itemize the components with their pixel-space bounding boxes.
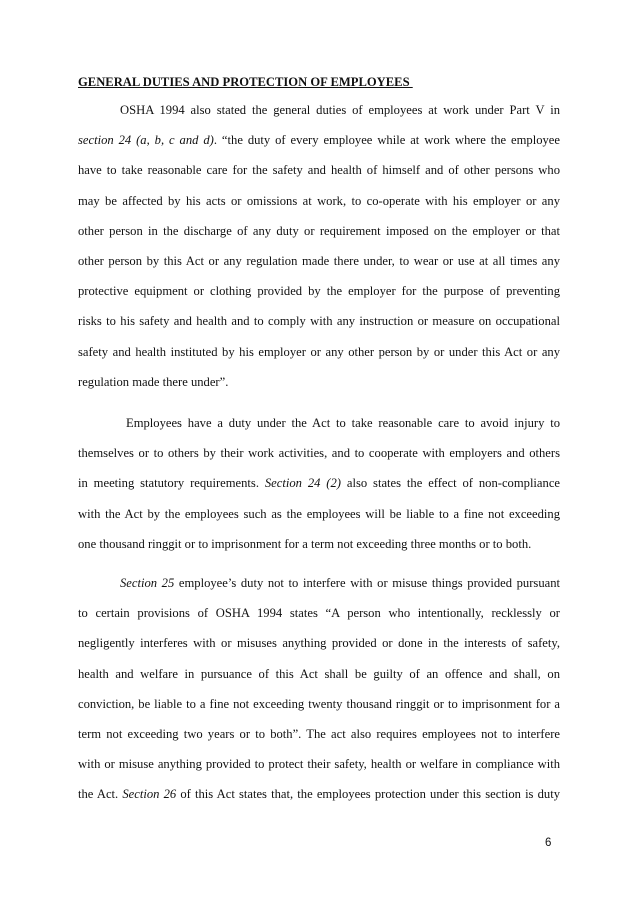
text-line: may be affected by his acts or omissions at work, to co-operate with his employer or any [78, 193, 560, 208]
text-line: with the Act by the employees such as the employees will be liable to a fine not exceeding [78, 506, 560, 521]
text-line: health and welfare in pursuance of this Act shall be guilty of an offence and shall, on [78, 666, 560, 681]
text-line [78, 779, 560, 809]
text-line: to certain provisions of OSHA 1994 states “A person who intentionally, recklessly or [78, 606, 560, 621]
text-line: conviction, be liable to a fine not exceeding twenty thousand ringgit or to imprisonment for a [78, 696, 560, 711]
paragraph-general-duties [78, 95, 560, 397]
page-number: 6 [545, 837, 552, 849]
text-line: negligently interferes with or misuses anything provided or done in the interests of safety, [78, 636, 560, 651]
text-line [78, 468, 560, 498]
paragraph-section-25 [78, 568, 560, 810]
text-line: term not exceeding two years or to both”. The act also requires employees not to interfere [78, 727, 560, 742]
paragraph-employee-duty [78, 408, 560, 559]
text-line: OSHA 1994 also stated the general duties of employees at work under Part V in [120, 103, 560, 117]
text-line: other person in the discharge of any duty or requirement imposed on the employer or that [78, 223, 560, 238]
section-reference: section 24 (a, b, c and d) [78, 133, 214, 148]
text-line: have to take reasonable care for the safety and health of himself and of other persons who [78, 163, 560, 178]
text-line: one thousand ringgit or to imprisonment for a term not exceeding three months or to both. [78, 536, 532, 551]
text-line: regulation made there under”. [78, 374, 229, 389]
text-run: of this Act states that, the employees protection under this section is duty [176, 787, 561, 802]
text-line: Employees have a duty under the Act to take reasonable care to avoid injury to [126, 416, 560, 430]
text-run: in meeting statutory requirements. [78, 476, 265, 491]
section-reference: Section 26 [122, 787, 177, 802]
text-line [78, 125, 560, 155]
text-run: employee’s duty not to interfere with or misuse things provided pursuant [174, 576, 561, 590]
section-heading: GENERAL DUTIES AND PROTECTION OF EMPLOYEES [78, 75, 413, 89]
text-line: other person by this Act or any regulation made there under, to wear or use at all times any [78, 254, 560, 269]
text-run: . “the duty of every employee while at work where the employee [213, 133, 560, 148]
text-run: also states the effect of non-compliance [341, 476, 561, 491]
text-line: with or misuse anything provided to protect their safety, health or welfare in compliance with [78, 757, 560, 772]
text-run: the Act. [78, 787, 123, 802]
text-line: safety and health instituted by his employer or any other person by or under this Act or any [78, 344, 560, 359]
section-reference: Section 25 [120, 576, 175, 590]
text-line: risks to his safety and health and to comply with any instruction or measure on occupational [78, 314, 560, 329]
section-reference: Section 24 (2) [264, 476, 341, 491]
text-line: themselves or to others by their work activities, and to cooperate with employers and others [78, 446, 560, 461]
text-line [78, 568, 560, 598]
text-line: protective equipment or clothing provided by the employer for the purpose of preventing [78, 284, 560, 299]
